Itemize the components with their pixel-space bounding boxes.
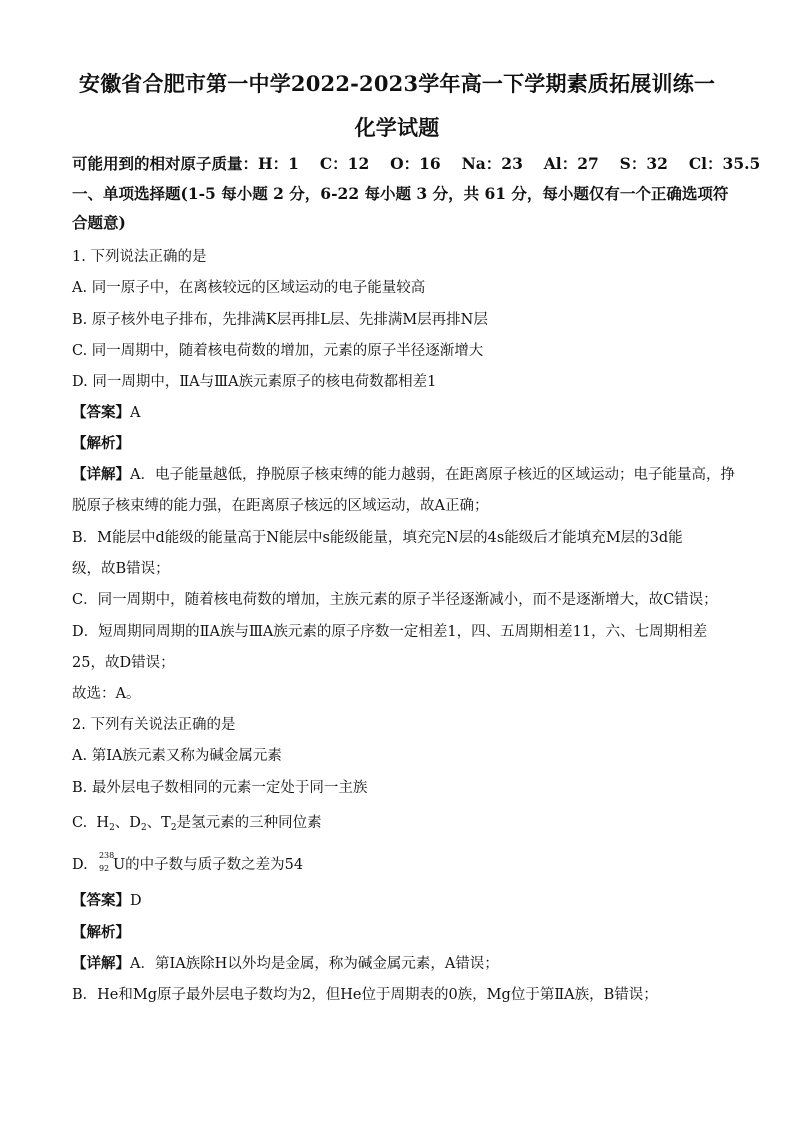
section-heading-line1: 一、单项选择题(1-5 每小题 2 分，6-22 每小题 3 分，共 61 分，每小题仅有一个正确选项符: [72, 184, 729, 203]
analysis-tag: 【解析】: [72, 924, 130, 941]
answer-value: A: [130, 405, 141, 421]
question-2-option-c: C. $H_2$、$D_2$、$T_2$是氢元素的三种同位素: [72, 815, 322, 833]
question-2-analysis-tag: [72, 921, 130, 942]
document-title: 安徽省合肥市第一中学2022-2023学年高一下学期素质拓展训练一: [78, 71, 716, 96]
answer-tag: 【答案】: [72, 404, 130, 421]
detail-text: A．电子能量越低，挣脱原子核束缚的能力越弱，在距离原子核近的区域运动；电子能量高，挣: [130, 467, 735, 483]
question-2-answer: [72, 889, 142, 910]
question-1-option-a: A. 同一原子中，在离核较远的区域运动的电子能量较高: [72, 280, 426, 296]
question-2-detail-line1: [72, 952, 499, 973]
question-2-option-d: D. 238 92 U的中子数与质子数之差为54: [72, 851, 304, 873]
question-1-detail-line4: 级，故B错误；: [72, 561, 170, 577]
question-1-detail-line3: B．M能层中d能级的能量高于N能层中s能级能量，填充完N层的4s能级后才能填充M层的3d能: [72, 530, 683, 546]
question-1-detail-line5: C．同一周期中，随着核电荷数的增加，主族元素的原子半径逐渐减小，而不是逐渐增大，故C错误；: [72, 592, 718, 608]
analysis-tag: 【解析】: [72, 435, 130, 452]
question-1-detail-line6: D．短周期同周期的ⅡA族与ⅢA族元素的原子序数一定相差1，四、五周期相差11，六、七周期相差: [72, 624, 708, 640]
question-2-option-b: B. 最外层电子数相同的元素一定处于同一主族: [72, 780, 368, 796]
question-1-stem: 1. 下列说法正确的是: [72, 249, 207, 265]
atomic-masses-note: 可能用到的相对原子质量：H：1 C：12 O：16 Na：23 Al：27 S：32 Cl：35.5: [72, 154, 761, 173]
detail-text: A．第IA族除H以外均是金属，称为碱金属元素，A错误；: [130, 956, 499, 972]
question-1-option-c: C. 同一周期中，随着核电荷数的增加，元素的原子半径逐渐增大: [72, 343, 484, 359]
uranium-nuclide-symbol: 238 92: [98, 851, 115, 873]
document-subtitle: 化学试题: [354, 115, 440, 140]
question-1-detail-line2: 脱原子核束缚的能力强，在距离原子核远的区域运动，故A正确；: [72, 498, 489, 514]
question-1-answer: [72, 401, 140, 422]
question-1-detail-line1: [72, 463, 735, 484]
question-2-option-a: A. 第IA族元素又称为碱金属元素: [72, 748, 282, 764]
question-1-option-d: D. 同一周期中，ⅡA与ⅢA族元素原子的核电荷数都相差1: [72, 374, 437, 390]
answer-value: D: [130, 893, 142, 909]
question-1-detail-line7: 25，故D错误；: [72, 655, 175, 671]
question-1-analysis-tag: [72, 432, 130, 453]
answer-tag: 【答案】: [72, 892, 130, 909]
question-1-option-b: B. 原子核外电子排布，先排满K层再排L层、先排满M层再排N层: [72, 312, 488, 328]
detail-tag: 【详解】: [72, 466, 130, 483]
detail-tag: 【详解】: [72, 955, 130, 972]
question-1-conclusion: 故选：A。: [72, 686, 141, 702]
question-2-detail-line2: B．He和Mg原子最外层电子数均为2，但He位于周期表的0族，Mg位于第ⅡA族，B错误；: [72, 987, 658, 1003]
section-heading-line2: 合题意): [72, 213, 126, 232]
question-2-stem: 2. 下列有关说法正确的是: [72, 717, 236, 733]
